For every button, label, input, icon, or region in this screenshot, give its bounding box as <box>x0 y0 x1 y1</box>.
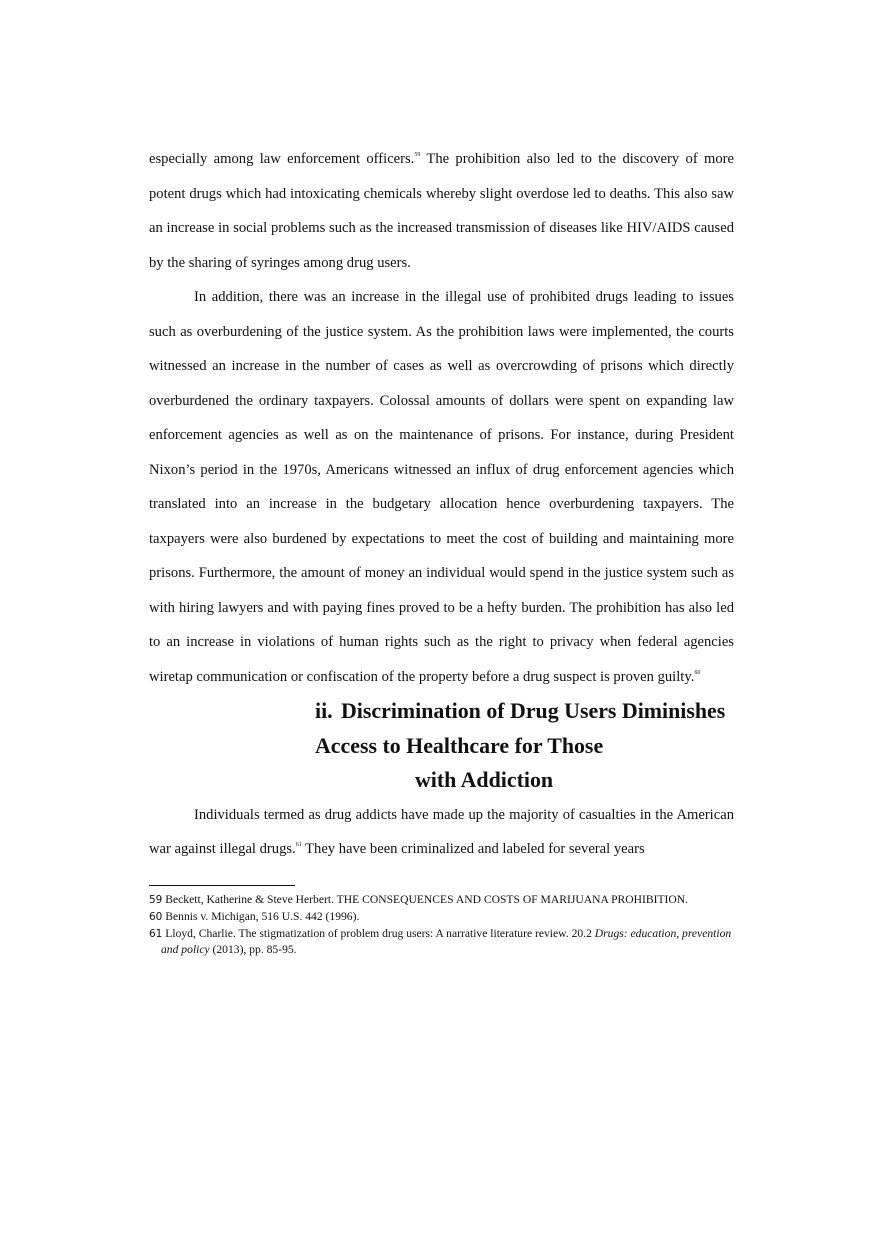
footnote-text-tail: (2013), pp. 85-95. <box>209 943 297 956</box>
body-text <box>149 142 734 867</box>
footnote-60 <box>149 909 749 925</box>
paragraph-1-text-b: The prohibition also led to the discovery of more potent drugs which had intoxicating chemicals whereby slight overdose led to deaths. This also saw an increase in social problems such as the increased transmission of diseases like HIV/AIDS caused by the sharing of syringes among drug users. <box>149 151 734 271</box>
section-number: ii. <box>315 698 333 723</box>
footnote-59 <box>149 892 749 908</box>
section-heading <box>149 694 734 798</box>
footnote-number: 61 <box>149 928 163 940</box>
paragraph-1-text-a: especially among law enforcement officers. <box>149 151 415 167</box>
footnote-separator <box>149 885 295 886</box>
paragraph-2-text-a: In addition, there was an increase in the illegal use of prohibited drugs leading to issues such as overburdening of the justice system. As the prohibition laws were implemented, the courts witnessed an increase in the number of cases as well as overcrowding of prisons which directly overburdened the ordinary taxpayers. Colossal amounts of dollars were spent on expanding law enforcement agencies as well as on the maintenance of prisons. For instance, during President Nixon’s period in the 1970s, Americans witnessed an influx of drug enforcement agencies which translated into an increase in the budgetary allocation hence overburdening taxpayers. The taxpayers were also burdened by expectations to meet the cost of building and maintaining more prisons. Furthermore, the amount of money an individual would spend in the justice system such as with hiring lawyers and with paying fines proved to be a hefty burden. The prohibition has also led to an increase in violations of human rights such as the right to privacy when federal agencies wiretap communication or confiscation of the property before a drug suspect is proven guilty. <box>149 289 734 685</box>
footnote-journal-title: Drugs: education, prevention and policy <box>161 927 732 956</box>
footnote-number: 59 <box>149 894 163 906</box>
section-heading-text-1: Discrimination of Drug Users Diminishes Access to Healthcare for Those <box>315 698 726 758</box>
footnote-text: Bennis v. Michigan, 516 U.S. 442 (1996). <box>165 910 360 923</box>
footnote-ref-60[interactable]: 60 <box>694 669 701 676</box>
footnote-number: 60 <box>149 911 163 923</box>
paragraph-3-text-a: Individuals termed as drug addicts have made up the majority of casualties in the American war against illegal drugs. <box>149 806 734 857</box>
section-heading-line-1 <box>149 694 734 763</box>
paragraph-3-text-b: They have been criminalized and labeled for several years <box>301 841 645 857</box>
footnote-61 <box>149 926 749 957</box>
footnote-ref-59[interactable]: 59 <box>414 152 421 158</box>
footnote-text: Beckett, Katherine & Steve Herbert. THE CONSEQUENCES AND COSTS OF MARIJUANA PROHIBITION. <box>165 893 689 906</box>
paragraph-2 <box>149 280 734 694</box>
footnote-text: Lloyd, Charlie. The stigmatization of problem drug users: A narrative literature review. 20.2 <box>165 927 595 940</box>
paragraph-3 <box>149 798 734 867</box>
paragraph-1 <box>149 142 734 280</box>
section-heading-text-2: with Addiction <box>415 767 554 792</box>
footnotes <box>149 892 749 958</box>
footnote-ref-61[interactable]: 61 <box>295 842 302 848</box>
